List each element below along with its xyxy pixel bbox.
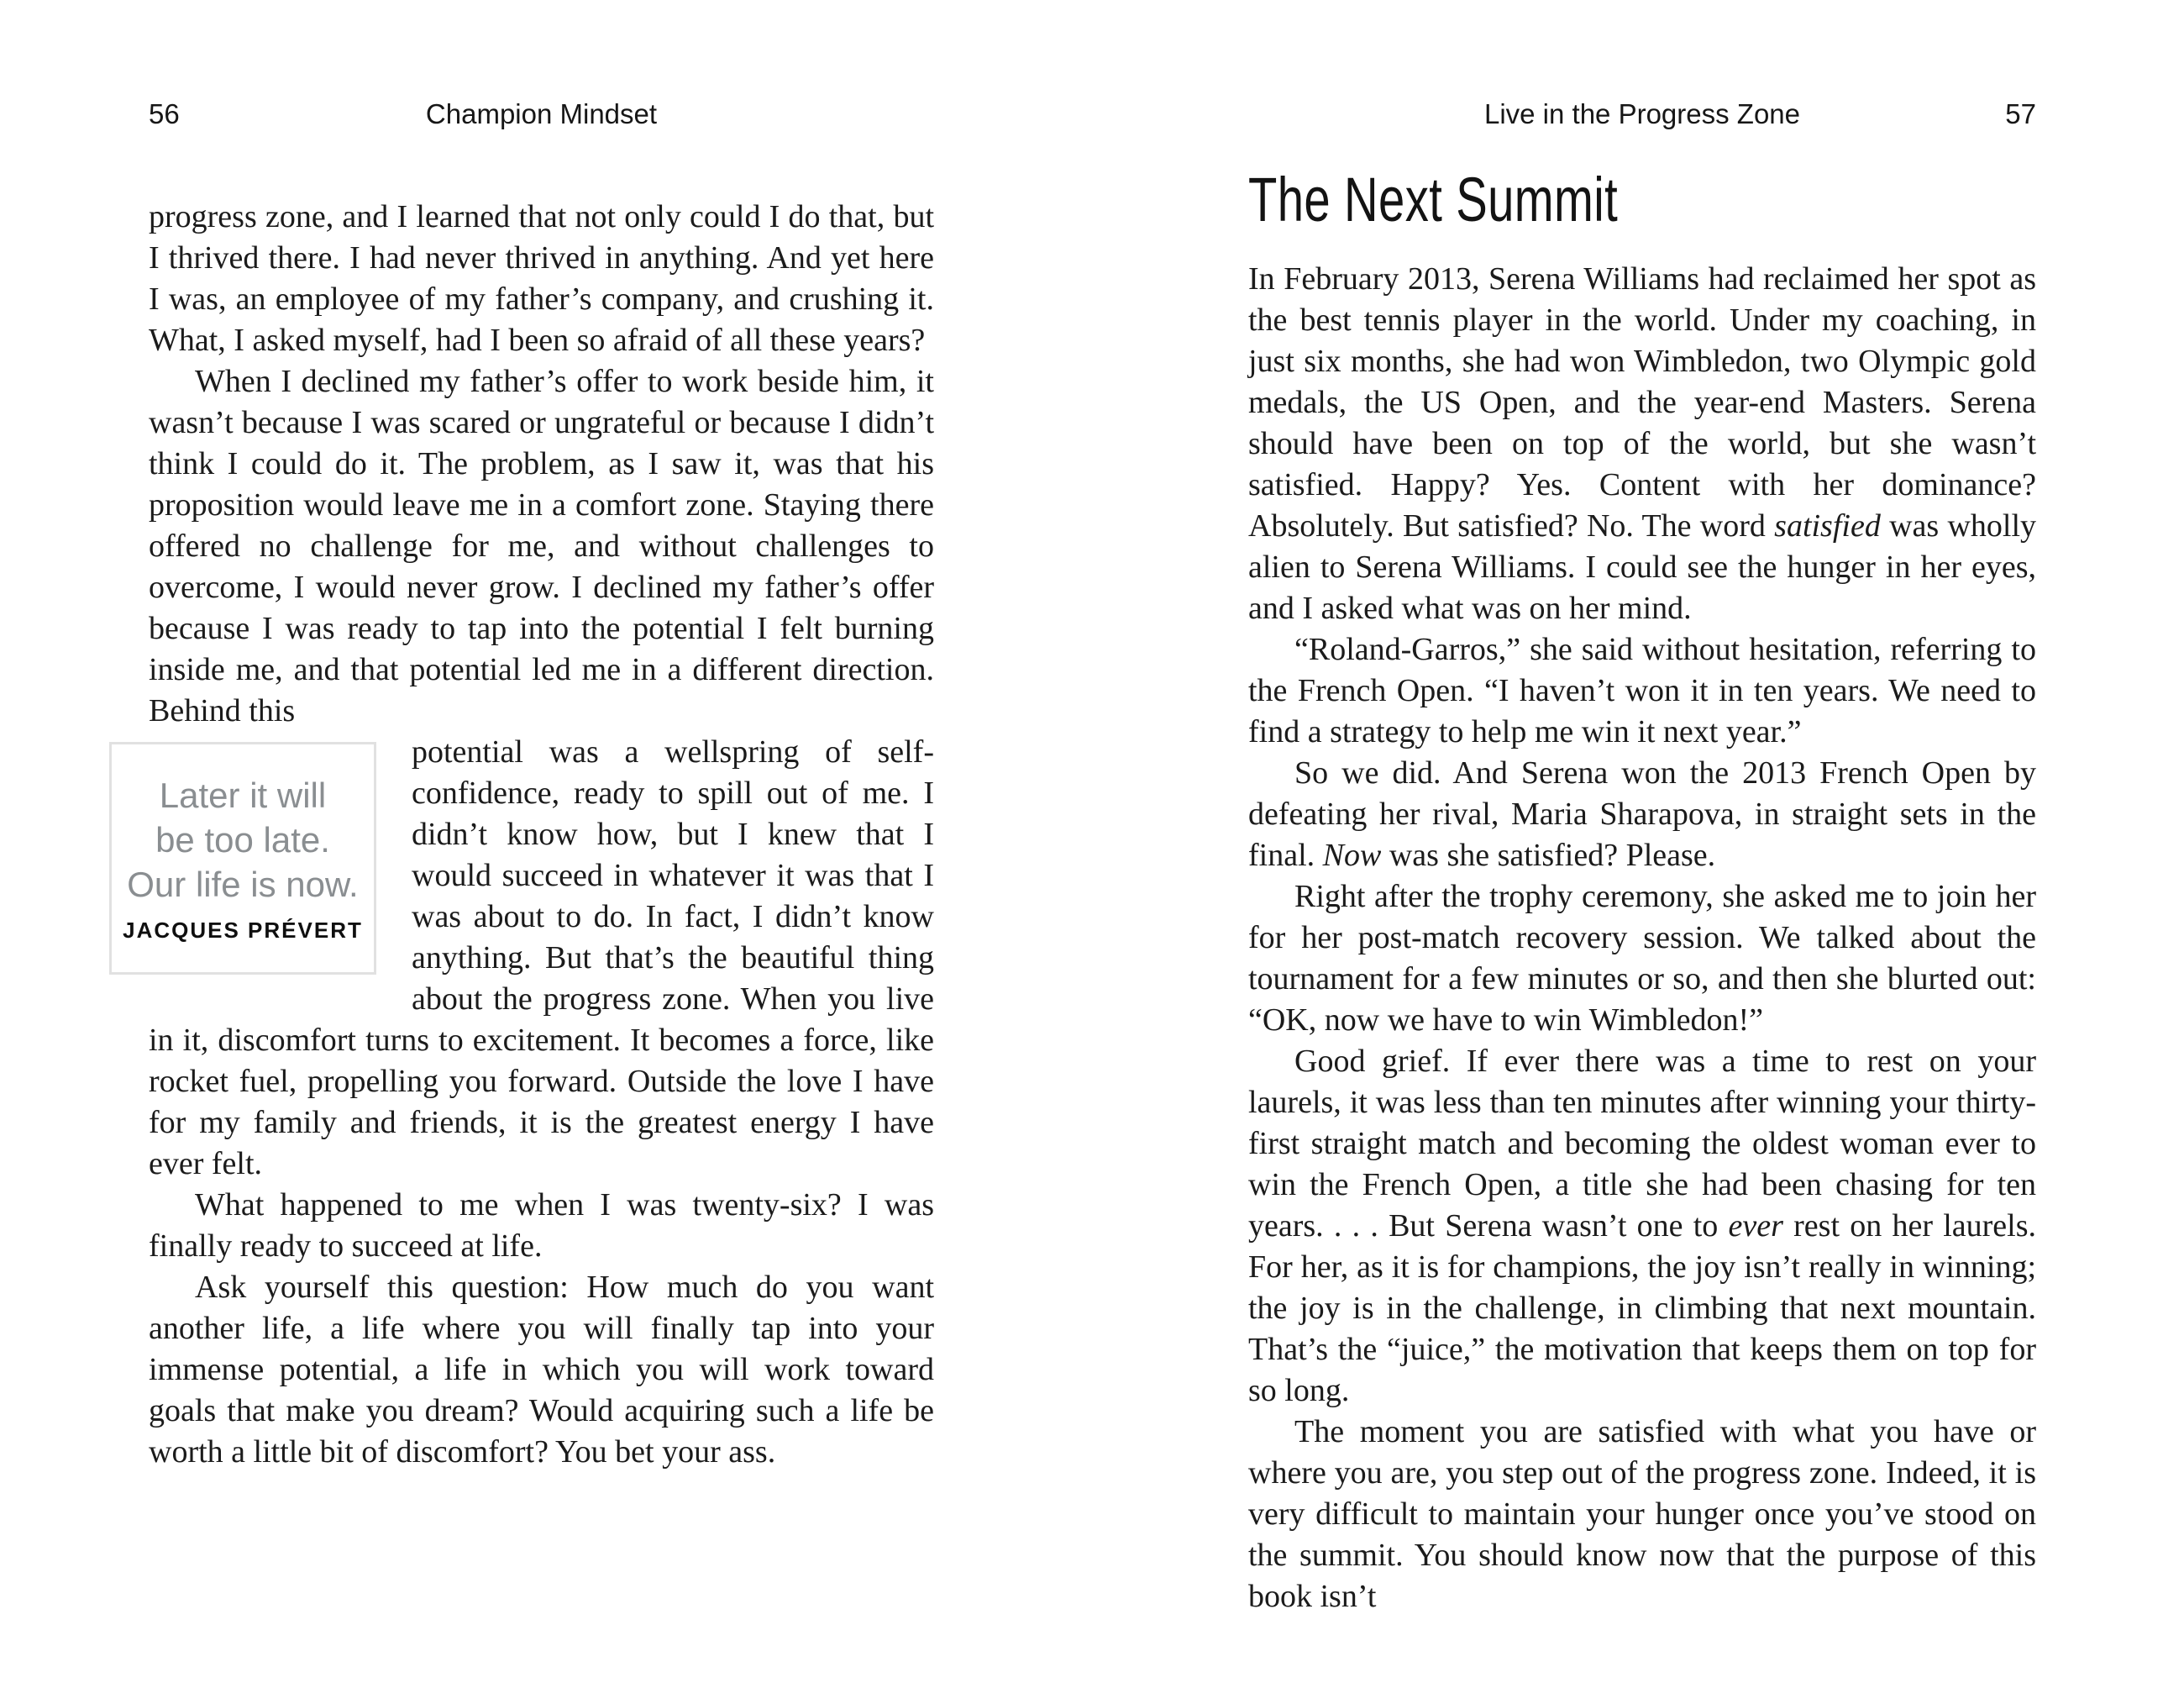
paragraph: [123, 732, 934, 1185]
paragraph: progress zone, and I learned that not only could I do that, but I thrived there. I had never thrived in anything. And yet here I was, an employee of my father’s company, and crushing it. What, I asked myself, had I been so afraid of all these years?: [149, 199, 934, 358]
paragraph: In February 2013, Serena Williams had reclaimed her spot as the best tennis player in the world. Under my coaching, in just six months, she had won Wimbledon, two Olympic gold medals, the US Open, and the year-end Masters. Serena should have been on top of the world, but she wasn’t satisfied. Happy? Yes. Content with her dominance? Absolutely. But satisfied? No. The word satisfied was wholly alien to Serena Williams. I could see the hunger in her eyes, and I asked what was on her mind.: [1248, 261, 2037, 626]
pull-quote-line: Our life is now.: [127, 865, 359, 904]
paragraph: “Roland-Garros,” she said without hesitation, referring to the French Open. “I haven’t won it in ten years. We need to find a strategy to help me win it next year.”: [1248, 632, 2036, 749]
paragraph-text: potential was a wellspring of self-confidence, ready to spill out of me. I didn’t know how, but I knew that I would succeed in whatever it was that I was about to do. In fact, I didn’t know anything. But that’s the beautiful thing about the progress zone. When you live in it, discomfort turns to excitement. It becomes a force, like rocket fuel, propelling you forward. Outside the love I have for my family and friends, it is the greatest energy I have ever felt.: [149, 734, 934, 1181]
pull-quote-box: [109, 742, 376, 975]
left-page-text-column: [123, 197, 934, 1473]
paragraph: What happened to me when I was twenty-six? I was finally ready to succeed at life.: [149, 1187, 934, 1264]
section-heading: The Next Summit: [1248, 165, 1619, 234]
paragraph: Ask yourself this question: How much do you want another life, a life where you will finally tap into your immense potential, a life in which you will work toward goals that make you dream? Would acquiring such a life be worth a little bit of discomfort? You bet your ass.: [149, 1270, 934, 1470]
right-page-number: 57: [2005, 98, 2036, 129]
pull-quote-line: be too late.: [155, 820, 330, 860]
left-running-head: Champion Mindset: [425, 98, 658, 129]
paragraph: Good grief. If ever there was a time to rest on your laurels, it was less than ten minutes after winning your thirty-first straight match and becoming the oldest woman ever to win the French Open, a title she had been chasing for ten years. . . . But Serena wasn’t one to ever rest on her laurels. For her, as it is for champions, the joy isn’t really in winning; the joy is in the challenge, in climbing that next mountain. That’s the “juice,” the motivation that keeps them on top for so long.: [1248, 1044, 2036, 1408]
paragraph: When I declined my father’s offer to work beside him, it wasn’t because I was scared or ungrateful or because I didn’t think I could do it. The problem, as I saw it, was that his proposition would leave me in a comfort zone. Staying there offered no challenge for me, and without challenges to overcome, I would never grow. I declined my father’s offer because I was ready to tap into the potential I felt burning inside me, and that potential led me in a different direction. Behind this: [149, 364, 934, 728]
pull-quote-attribution: JACQUES PRÉVERT: [123, 918, 363, 943]
pull-quote-line: Later it will: [159, 776, 327, 815]
left-page-number: 56: [149, 98, 180, 129]
paragraph: So we did. And Serena won the 2013 French Open by defeating her rival, Maria Sharapova, in straight sets in the final. Now was she satisfied? Please.: [1248, 755, 2036, 873]
right-running-head: Live in the Progress Zone: [1483, 98, 1801, 129]
paragraph: Right after the trophy ceremony, she asked me to join her for her post-match recovery session. We talked about the tournament for a few minutes or so, and then she blurted out: “OK, now we have to win Wimbledon!”: [1248, 879, 2036, 1038]
paragraph: The moment you are satisfied with what you have or where you are, you step out of the progress zone. Indeed, it is very difficult to maintain your hunger once you’ve stood on the summit. You should know now that the purpose of this book isn’t: [1248, 1414, 2036, 1614]
right-page-text-column: [1248, 165, 2036, 1617]
